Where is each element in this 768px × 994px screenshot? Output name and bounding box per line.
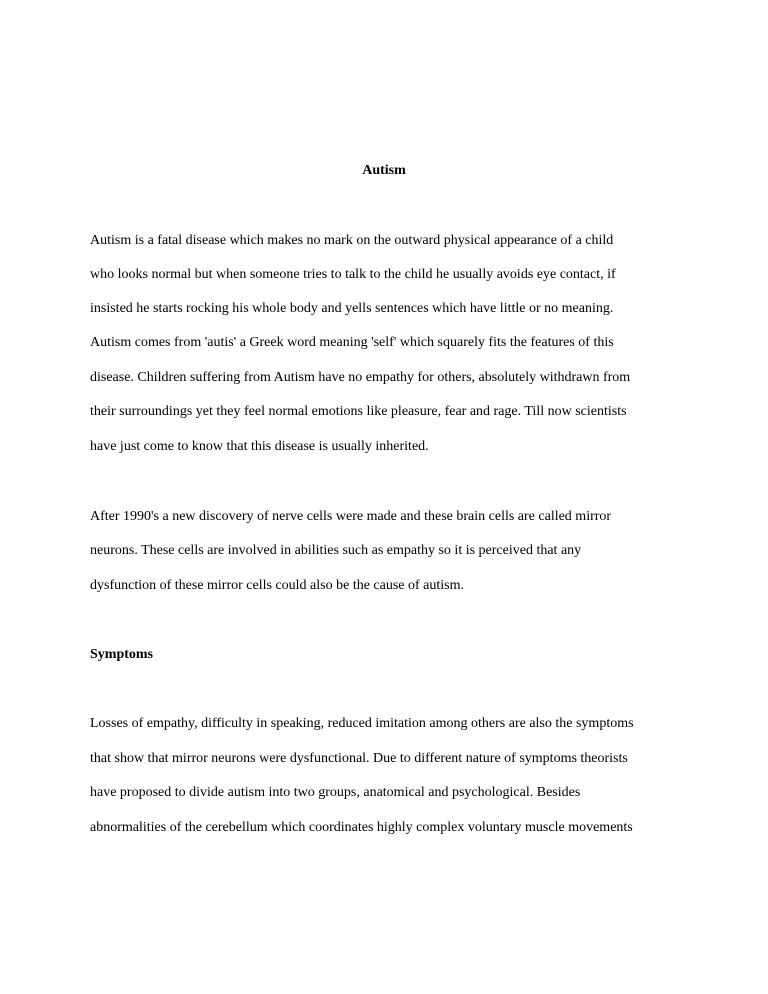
- paragraph-line: Autism comes from 'autis' a Greek word meaning 'self' which squarely fits the features of this: [90, 335, 614, 350]
- paragraph-line: Losses of empathy, difficulty in speaking, reduced imitation among others are also the symptoms: [90, 716, 634, 731]
- paragraph-line: have just come to know that this disease is usually inherited.: [90, 439, 429, 454]
- document-title: Autism: [362, 163, 406, 178]
- paragraph-line: insisted he starts rocking his whole body and yells sentences which have little or no meaning.: [90, 301, 614, 316]
- paragraph-line: Autism is a fatal disease which makes no mark on the outward physical appearance of a child: [90, 233, 614, 248]
- paragraph-line: have proposed to divide autism into two groups, anatomical and psychological. Besides: [90, 785, 581, 800]
- paragraph-line: dysfunction of these mirror cells could also be the cause of autism.: [90, 578, 465, 593]
- paragraph-line: neurons. These cells are involved in abilities such as empathy so it is perceived that any: [90, 543, 582, 558]
- paragraph-line: who looks normal but when someone tries to talk to the child he usually avoids eye contact, if: [90, 267, 616, 282]
- section-heading: Symptoms: [90, 647, 154, 662]
- paragraph-line: abnormalities of the cerebellum which coordinates highly complex voluntary muscle movements: [90, 820, 633, 835]
- paragraph-line: that show that mirror neurons were dysfunctional. Due to different nature of symptoms theorists: [90, 751, 628, 766]
- paragraph-line: their surroundings yet they feel normal emotions like pleasure, fear and rage. Till now scientists: [90, 404, 627, 419]
- paragraph-line: disease. Children suffering from Autism have no empathy for others, absolutely withdrawn from: [90, 370, 631, 385]
- paragraph-line: After 1990's a new discovery of nerve cells were made and these brain cells are called mirror: [90, 509, 612, 524]
